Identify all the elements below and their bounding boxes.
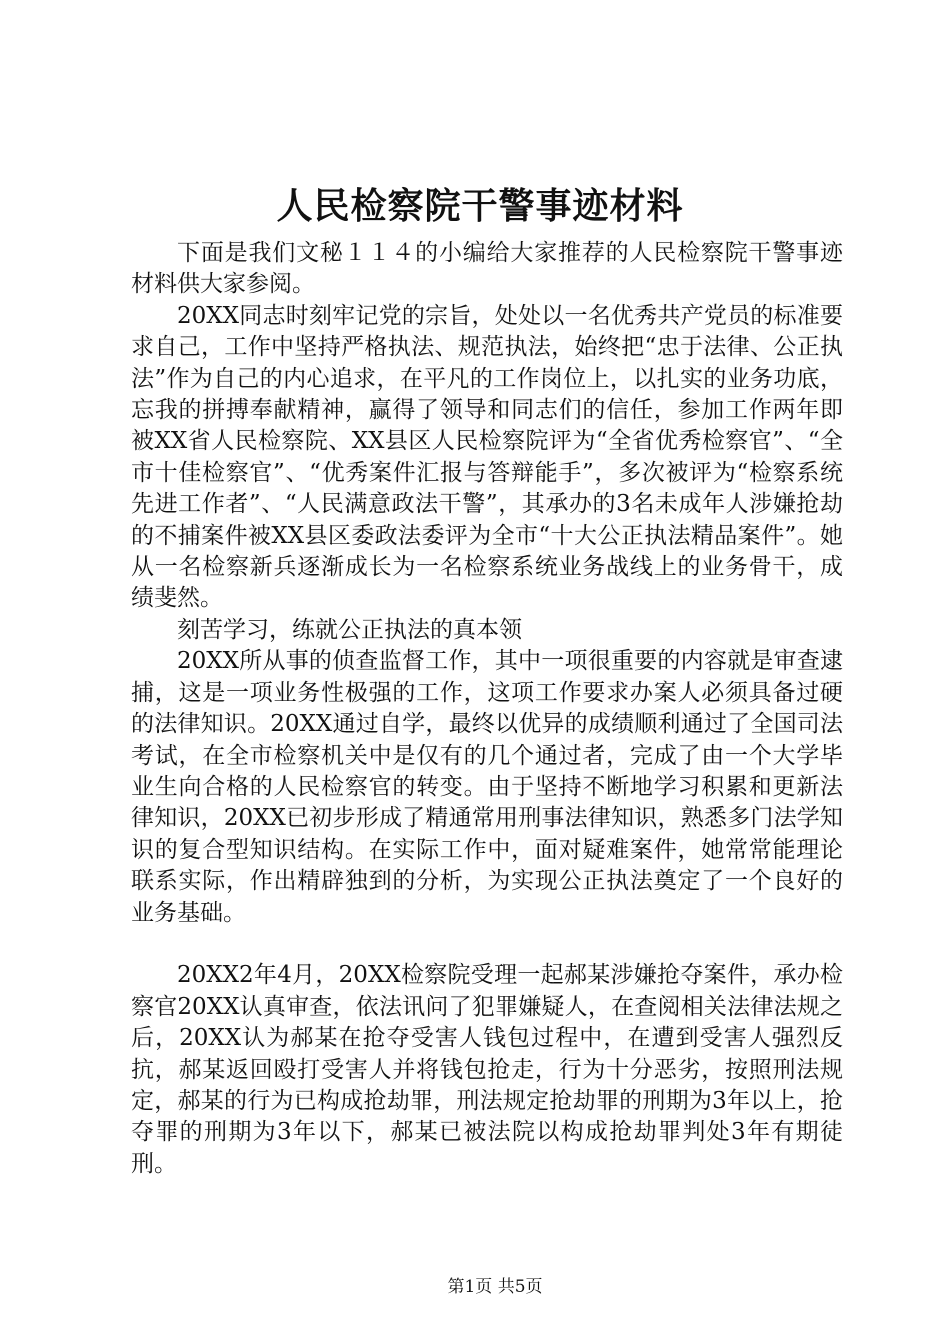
summary-paragraph: 20XX同志时刻牢记党的宗旨，处处以一名优秀共产党员的标准要求自己，工作中坚持严格执法、规范执法，始终把“忠于法律、公正执法”作为自己的内心追求，在平凡的工作岗位上，以扎实的业务功底，忘我的拼搏奉献精神，赢得了领导和同志们的信任，参加工作两年即被XX省人民检察院、XX县区人民检察院评为“全省优秀检察官”、“全市十佳检察官”、“优秀案件汇报与答辩能手”，多次被评为“检察系统先进工作者”、“人民满意政法干警”，其承办的3名未成年人涉嫌抢劫的不捕案件被XX县区委政法委评为全市“十大公正执法精品案件”。她从一名检察新兵逐渐成长为一名检察系统业务战线上的业务骨干，成绩斐然。 [131, 302, 843, 612]
page-footer: 第1页 共5页 [447, 1277, 543, 1297]
document-body [131, 238, 843, 1180]
section-heading-study: 刻苦学习，练就公正执法的真本领 [177, 616, 522, 643]
study-paragraph: 20XX所从事的侦查监督工作，其中一项很重要的内容就是审查逮捕，这是一项业务性极强的工作，这项工作要求办案人必须具备过硬的法律知识。20XX通过自学，最终以优异的成绩顺利通过了全国司法考试，在全市检察机关中是仅有的几个通过者，完成了由一个大学毕业生向合格的人民检察官的转变。由于坚持不断地学习积累和更新法律知识，20XX已初步形成了精通常用刑事法律知识，熟悉多门法学知识的复合型知识结构。在实际工作中，面对疑难案件，她常常能理论联系实际，作出精辟独到的分析，为实现公正执法奠定了一个良好的业务基础。 [131, 648, 843, 926]
document-title: 人民检察院干警事迹材料 [276, 185, 684, 227]
intro-paragraph: 下面是我们文秘１１４的小编给大家推荐的人民检察院干警事迹材料供大家参阅。 [131, 240, 843, 298]
case-paragraph: 20XX2年4月，20XX检察院受理一起郝某涉嫌抢夺案件，承办检察官20XX认真审查，依法讯问了犯罪嫌疑人，在查阅相关法律法规之后，20XX认为郝某在抢夺受害人钱包过程中，在遭到受害人强烈反抗，郝某返回殴打受害人并将钱包抢走，行为十分恶劣，按照刑法规定，郝某的行为已构成抢劫罪，刑法规定抢劫罪的刑期为3年以上，抢夺罪的刑期为3年以下，郝某已被法院以构成抢劫罪判处3年有期徒刑。 [131, 962, 843, 1177]
